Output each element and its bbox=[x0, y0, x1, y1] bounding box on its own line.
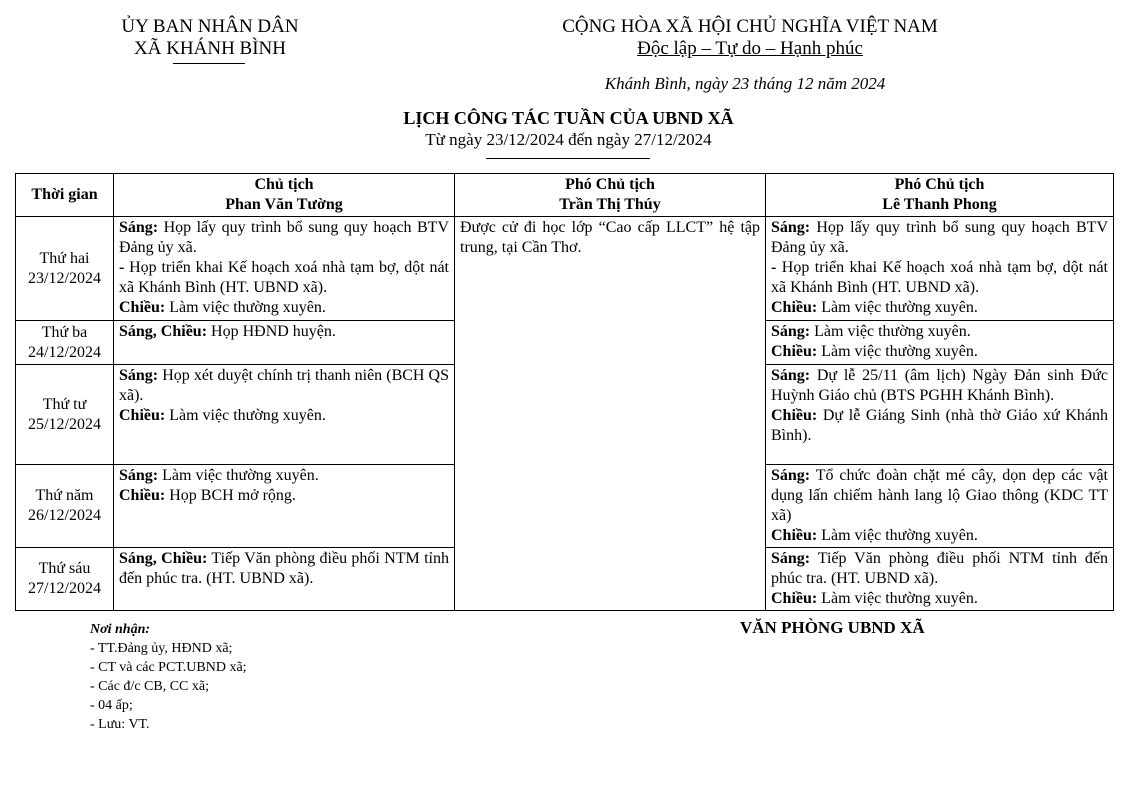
entry-session-label: - bbox=[119, 259, 125, 276]
header-time: Thời gian bbox=[16, 174, 114, 217]
recipient-item: - Lưu: VT. bbox=[90, 717, 150, 732]
entry-session-label: Chiều: bbox=[771, 527, 818, 544]
entry-text: Tiếp Văn phòng điều phối NTM tỉnh đến phúc tra. (HT. UBND xã). bbox=[119, 550, 449, 587]
entry-text: Làm việc thường xuyên. bbox=[158, 467, 319, 484]
issuing-authority bbox=[100, 16, 320, 60]
schedule-entry bbox=[771, 466, 1108, 526]
entry-session-label: Sáng: bbox=[771, 219, 811, 236]
org-line-2: XÃ KHÁNH BÌNH bbox=[134, 38, 286, 59]
day-cell bbox=[16, 321, 114, 365]
entry-session-label: Sáng: bbox=[119, 467, 159, 484]
schedule-entry bbox=[771, 526, 1108, 546]
schedule-entry bbox=[119, 322, 449, 342]
schedule-entry bbox=[119, 406, 449, 426]
day-cell bbox=[16, 365, 114, 465]
schedule-entry bbox=[119, 549, 449, 589]
entry-text: Họp xét duyệt chính trị thanh niên (BCH QS xã). bbox=[119, 367, 449, 404]
entry-text: Họp lấy quy trình bổ sung quy hoạch BTV Đảng ủy xã. bbox=[771, 219, 1108, 256]
day-date: 23/12/2024 bbox=[28, 269, 101, 287]
day-date: 24/12/2024 bbox=[28, 343, 101, 361]
vice-chairman-2-schedule-cell bbox=[766, 548, 1114, 611]
day-date: 26/12/2024 bbox=[28, 507, 101, 524]
chairman-schedule-cell bbox=[114, 465, 455, 548]
schedule-entry bbox=[771, 406, 1108, 446]
entry-text: Họp BCH mở rộng. bbox=[165, 487, 296, 504]
weekly-schedule-table bbox=[15, 173, 1114, 611]
entry-text: Tiếp Văn phòng điều phối NTM tỉnh đến phúc tra. (HT. UBND xã). bbox=[771, 550, 1108, 587]
chairman-schedule-cell bbox=[114, 217, 455, 321]
entry-text: Dự lễ Giáng Sinh (nhà thờ Giáo xứ Khánh Bình). bbox=[771, 407, 1108, 444]
vice-chairman-2-schedule-cell bbox=[766, 465, 1114, 548]
recipient-item: - Các đ/c CB, CC xã; bbox=[90, 679, 209, 694]
nation-line-1: CỘNG HÒA XÃ HỘI CHỦ NGHĨA VIỆT NAM bbox=[562, 16, 938, 37]
schedule-entry bbox=[119, 366, 449, 406]
vice-chairman-2-schedule-cell bbox=[766, 321, 1114, 365]
entry-text: Tổ chức đoàn chặt mé cây, dọn dẹp các vật dụng lấn chiếm hành lang lộ Giao thông (KDC TT xã) bbox=[771, 467, 1108, 524]
document-title: LỊCH CÔNG TÁC TUẦN CỦA UBND XÃ bbox=[403, 108, 734, 128]
header-chairman bbox=[114, 174, 455, 217]
weekday: Thứ sáu bbox=[38, 560, 91, 577]
subtitle-underline bbox=[486, 158, 650, 159]
entry-session-label: Sáng: bbox=[771, 550, 811, 567]
entry-session-label: Sáng: bbox=[119, 219, 159, 236]
entry-text: Dự lễ 25/11 (âm lịch) Ngày Đản sinh Đức Huỳnh Giáo chủ (BTS PGHH Khánh Bình). bbox=[771, 367, 1108, 404]
entry-text: Họp HĐND huyện. bbox=[207, 323, 336, 340]
day-cell bbox=[16, 217, 114, 321]
chairman-schedule-cell bbox=[114, 365, 455, 465]
vice-chairman-2-name: Lê Thanh Phong bbox=[882, 196, 997, 213]
entry-session-label: Sáng: bbox=[119, 367, 159, 384]
day-cell bbox=[16, 465, 114, 548]
chairman-schedule-cell bbox=[114, 548, 455, 611]
org-underline bbox=[173, 63, 245, 64]
entry-session-label: Chiều: bbox=[119, 487, 166, 504]
schedule-entry bbox=[771, 549, 1108, 589]
entry-session-label: Chiều: bbox=[119, 407, 166, 424]
all-week-assignment: Được cử đi học lớp “Cao cấp LLCT” hệ tập trung, tại Cần Thơ. bbox=[460, 219, 760, 256]
schedule-entry bbox=[771, 589, 1108, 609]
schedule-entry bbox=[771, 258, 1108, 298]
recipients-label: Nơi nhận: bbox=[90, 622, 151, 637]
national-motto: Độc lập – Tự do – Hạnh phúc bbox=[637, 38, 863, 59]
chairman-schedule-cell bbox=[114, 321, 455, 365]
entry-text: Làm việc thường xuyên. bbox=[817, 299, 978, 316]
entry-session-label: Chiều: bbox=[771, 590, 818, 607]
schedule-entry bbox=[771, 298, 1108, 318]
schedule-entry bbox=[771, 366, 1108, 406]
chairman-role: Chủ tịch bbox=[254, 176, 314, 193]
day-date: 25/12/2024 bbox=[28, 415, 101, 433]
org-line-1: ỦY BAN NHÂN DÂN bbox=[121, 16, 299, 37]
chairman-name: Phan Văn Tường bbox=[225, 196, 343, 213]
entry-session-label: Sáng, Chiều: bbox=[119, 550, 208, 567]
schedule-entry bbox=[119, 258, 449, 298]
schedule-entry bbox=[119, 466, 449, 486]
entry-session-label: Sáng: bbox=[771, 323, 811, 340]
schedule-entry bbox=[119, 298, 449, 318]
schedule-entry bbox=[771, 322, 1108, 342]
national-heading bbox=[540, 16, 960, 60]
entry-session-label: Chiều: bbox=[771, 299, 818, 316]
entry-session-label: Sáng, Chiều: bbox=[119, 323, 208, 340]
entry-text: Làm việc thường xuyên. bbox=[165, 407, 326, 424]
recipient-item: - 04 ấp; bbox=[90, 698, 133, 713]
signing-office: VĂN PHÒNG UBND XÃ bbox=[740, 618, 925, 637]
schedule-entry bbox=[771, 218, 1108, 258]
table-header-row bbox=[16, 174, 1114, 217]
recipient-item: - CT và các PCT.UBND xã; bbox=[90, 660, 247, 675]
weekday: Thứ năm bbox=[35, 487, 94, 504]
vice-chairman-1-name: Trần Thị Thúy bbox=[559, 196, 661, 213]
entry-session-label: Chiều: bbox=[771, 343, 818, 360]
schedule-entry bbox=[771, 342, 1108, 362]
entry-session-label: Sáng: bbox=[771, 367, 811, 384]
schedule-entry bbox=[119, 486, 449, 506]
vice-chairman-2-schedule-cell bbox=[766, 217, 1114, 321]
entry-session-label: - bbox=[771, 259, 777, 276]
vice-chairman-1-role: Phó Chủ tịch bbox=[565, 176, 655, 193]
entry-text: Họp lấy quy trình bổ sung quy hoạch BTV Đảng ủy xã. bbox=[119, 219, 449, 256]
place-date-line: Khánh Bình, ngày 23 tháng 12 năm 2024 bbox=[604, 74, 886, 93]
recipients-block bbox=[90, 620, 247, 734]
entry-session-label: Chiều: bbox=[119, 299, 166, 316]
table-row bbox=[16, 217, 1114, 321]
entry-session-label: Sáng: bbox=[771, 467, 811, 484]
entry-text: Làm việc thường xuyên. bbox=[165, 299, 326, 316]
entry-text: Làm việc thường xuyên. bbox=[817, 527, 978, 544]
vice-chairman-1-schedule-cell bbox=[455, 217, 766, 611]
weekday: Thứ hai bbox=[39, 249, 90, 267]
header-vice-chairman-1 bbox=[455, 174, 766, 217]
entry-text: Họp triển khai Kế hoạch xoá nhà tạm bợ, dột nát xã Khánh Bình (HT. UBND xã). bbox=[119, 259, 449, 296]
schedule-entry bbox=[119, 218, 449, 258]
entry-text: Làm việc thường xuyên. bbox=[810, 323, 971, 340]
entry-text: Làm việc thường xuyên. bbox=[817, 590, 978, 607]
entry-session-label: Chiều: bbox=[771, 407, 818, 424]
recipient-item: - TT.Đảng ủy, HĐND xã; bbox=[90, 641, 233, 656]
vice-chairman-2-schedule-cell bbox=[766, 365, 1114, 465]
document-subtitle: Từ ngày 23/12/2024 đến ngày 27/12/2024 bbox=[425, 130, 712, 149]
weekday: Thứ ba bbox=[41, 323, 88, 341]
vice-chairman-2-role: Phó Chủ tịch bbox=[894, 176, 985, 193]
entry-text: Làm việc thường xuyên. bbox=[817, 343, 978, 360]
day-cell bbox=[16, 548, 114, 611]
header-vice-chairman-2 bbox=[766, 174, 1114, 217]
weekday: Thứ tư bbox=[42, 395, 87, 413]
day-date: 27/12/2024 bbox=[28, 580, 101, 597]
entry-text: Họp triển khai Kế hoạch xoá nhà tạm bợ, dột nát xã Khánh Bình (HT. UBND xã). bbox=[771, 259, 1108, 296]
